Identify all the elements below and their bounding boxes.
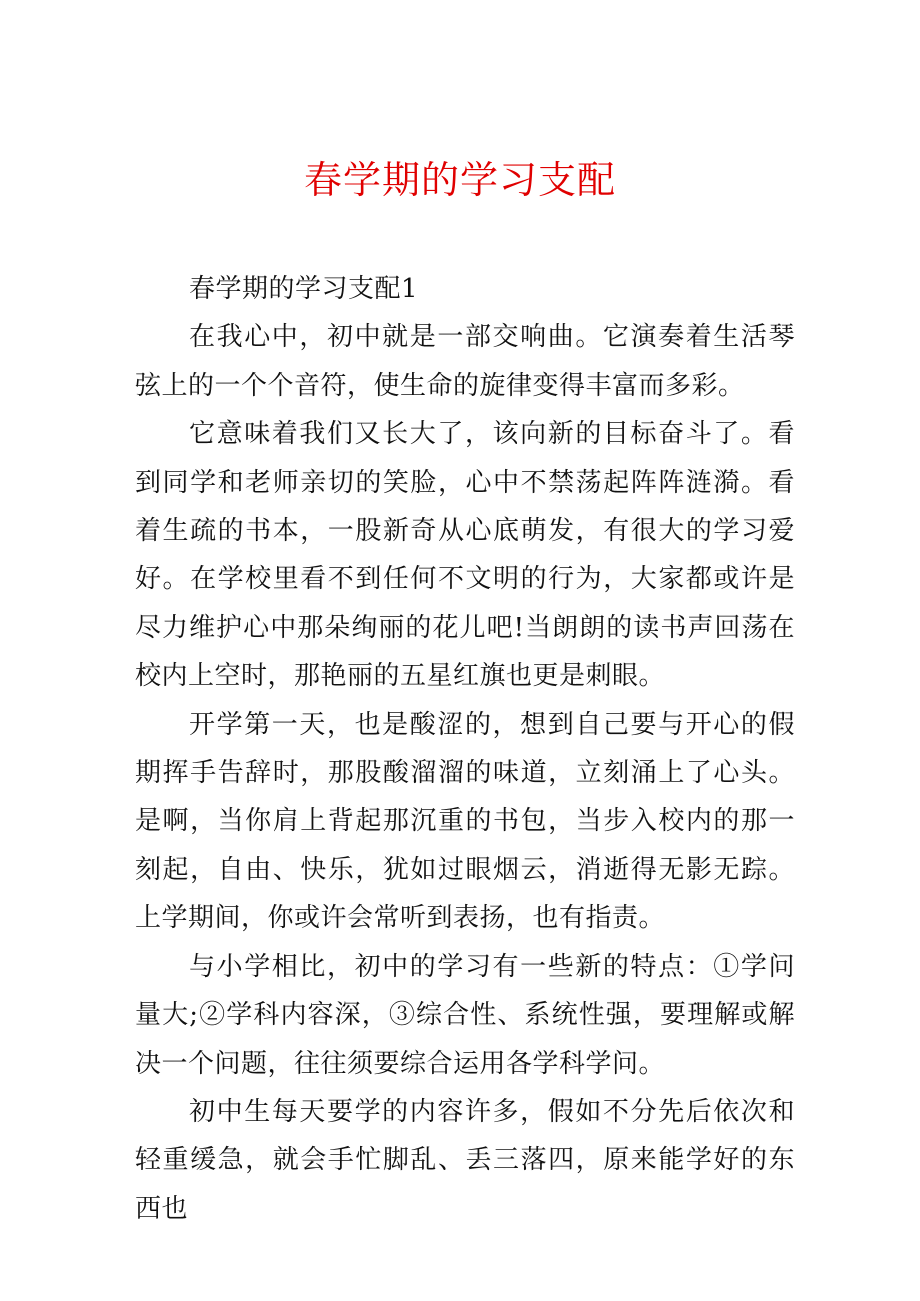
paragraph: 它意味着我们又长大了，该向新的目标奋斗了。看到同学和老师亲切的笑脸，心中不禁荡起阵阵涟漪。看着生疏的书本，一股新奇从心底萌发，有很大的学习爱好。在学校里看不到任何不文明的行为，大家都或许是尽力维护心中那朵绚丽的花儿吧!当朗朗的读书声回荡在校内上空时，那艳丽的五星红旗也更是刺眼。	[135, 419, 795, 692]
paragraph: 与小学相比，初中的学习有一些新的特点：①学问量大;②学科内容深，③综合性、系统性强，要理解或解决一个问题，往往须要综合运用各学科学问。	[135, 951, 795, 1079]
document-body	[135, 265, 795, 1233]
paragraph: 在我心中，初中就是一部交响曲。它演奏着生活琴弦上的一个个音符，使生命的旋律变得丰富而多彩。	[135, 322, 795, 401]
document-title: 春学期的学习支配	[303, 158, 616, 202]
paragraph: 初中生每天要学的内容许多，假如不分先后依次和轻重缓急，就会手忙脚乱、丢三落四，原来能学好的东西也	[135, 1096, 795, 1224]
paragraph-subtitle: 春学期的学习支配1	[189, 274, 419, 304]
paragraph: 开学第一天，也是酸涩的，想到自己要与开心的假期挥手告辞时，那股酸溜溜的味道，立刻涌上了心头。是啊，当你肩上背起那沉重的书包，当步入校内的那一刻起，自由、快乐，犹如过眼烟云，消逝得无影无踪。上学期间，你或许会常听到表扬，也有指责。	[135, 709, 795, 934]
